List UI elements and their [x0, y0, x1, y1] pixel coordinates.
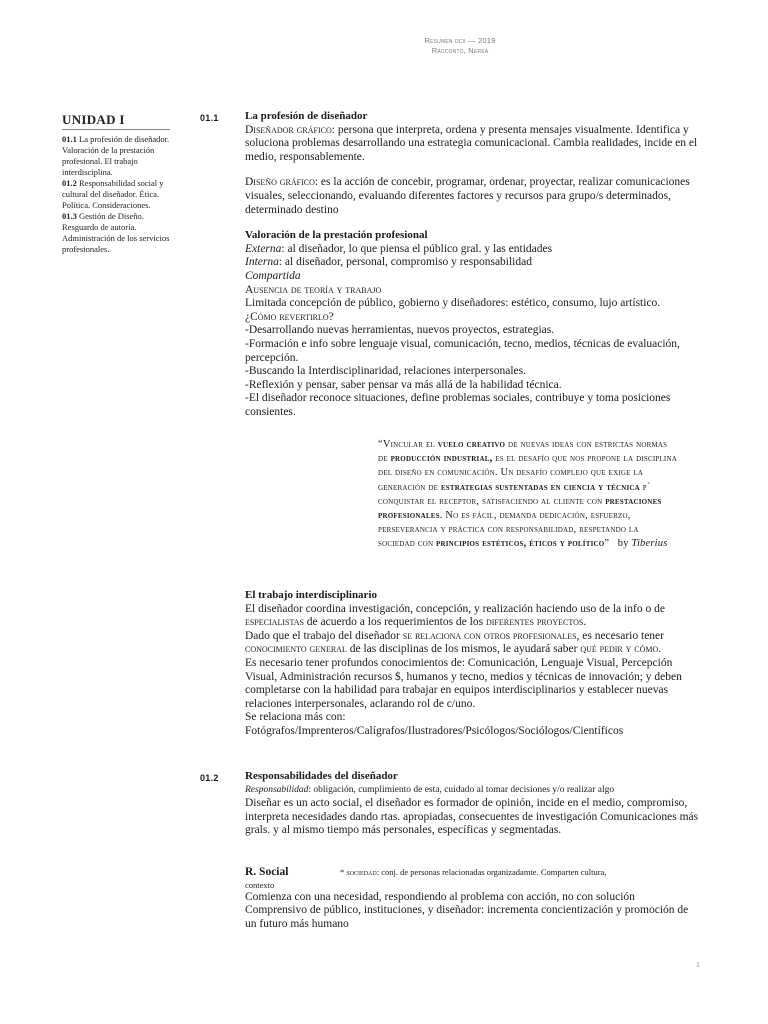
definition-design — [245, 176, 700, 217]
text-smallcaps: conocimiento general — [245, 643, 347, 656]
quote-emphasis: estrategias sustentadas en ciencia y técnica — [440, 481, 640, 493]
label: Externa — [245, 242, 282, 255]
r-social-heading — [245, 866, 700, 931]
quote-text: ” — [604, 538, 610, 550]
definition-designer — [245, 124, 700, 165]
paragraph — [245, 630, 700, 657]
section-number-01-2: 01.2 — [200, 773, 219, 783]
sidebar-item-number: 01.3 — [62, 211, 77, 221]
label: Compartida — [245, 269, 301, 282]
quote-emphasis: principios estéticos, éticos y político — [436, 538, 605, 550]
section-title: Responsabilidades del diseñador — [245, 770, 398, 782]
definition-text: es la acción de concebir, programar, ordenar, proyectar, realizar comunicaciones visuales, seleccionando, evaluando diferentes factores y recursos para grupo/s determinados, determinado destino — [245, 176, 690, 216]
interna-line — [245, 256, 700, 270]
paragraph — [245, 603, 700, 630]
bullet: -Buscando la Interdisciplinaridad, relaciones interpersonales. — [245, 365, 527, 378]
note-text: : conj. de personas relacionadas organizadamte. Comparten cultura, — [376, 867, 607, 877]
text: : al diseñador, lo que piensa el público gral. y las entidades — [281, 242, 553, 255]
text-smallcaps: diferentes proyectos. — [485, 616, 587, 629]
unit-sidebar — [62, 112, 174, 255]
text: , es necesario tener — [576, 629, 664, 642]
r-social-line — [245, 866, 700, 880]
text: Dado que el trabajo del diseñador — [245, 629, 403, 642]
bullet: -El diseñador reconoce situaciones, define problemas sociales, contribuye y toma posiciones consientes. — [245, 392, 671, 418]
quote-emphasis: vuelo creativo — [437, 439, 506, 450]
text: : al diseñador, personal, compromiso y responsabilidad — [278, 256, 532, 269]
ausencia-line: Ausencia de teoría y trabajo — [245, 283, 382, 296]
sidebar-item-01-1 — [62, 134, 174, 178]
definition-text: persona que interpreta, ordena y presenta mensajes visualmente. Identifica y soluciona problemas desarrollando una estrategia comunicacional. Cambia realidades, incide en el medio, responsablemente. — [245, 123, 698, 163]
header-author: Racconto, Nerea — [431, 46, 489, 55]
paragraph: Es necesario tener profundos conocimientos de: Comunicación, Lenguaje Visual, Percepción Visual, Administración recursos $, humanos y tecno, medios y técnicas de innovación; y deben completarse con la habilidad para trabajar en equipos interdisciplinarios y establecer nuevas relaciones interpersonales, aclarando rol de c/uno. — [245, 656, 682, 710]
compartida-line — [245, 270, 700, 284]
unit-divider — [62, 129, 170, 130]
quote-text: p´ conquistar el receptor, satisfaciendo al cliente con — [378, 481, 651, 507]
note-term: sociedad — [346, 867, 377, 877]
paragraph: Diseñar es un acto social, el diseñador es formador de opinión, incide en el medio, compromiso, interpreta necesidades dando rtas. apropiadas, consecuentes de investigación Comunicaciones más grals. y al mismo tiempo más personales, específicas y segmentadas. — [245, 797, 699, 837]
sociedad-note-continuation: contexto — [245, 879, 275, 890]
quote-text: de nuevas ideas con estrictas normas de — [378, 439, 668, 465]
text-smallcaps: se relaciona con otros profesionales — [402, 629, 577, 642]
header-course: Resumen dcii — 2019 — [424, 36, 496, 45]
quote-emphasis: prestaciones profesionales — [378, 495, 662, 522]
label: Interna — [245, 256, 279, 269]
quote-text: es el desafío que nos propone la disciplina del diseño en comunicación. Un desafío complejo que exige la generación de — [378, 453, 677, 493]
sidebar-item-text: Gestión de Diseño. Resguardo de autoría. Administración de los servicios profesionales. — [62, 211, 170, 254]
subsection-title: R. Social — [245, 866, 289, 878]
section-number-01-1: 01.1 — [200, 113, 219, 123]
page-number: 1 — [696, 962, 700, 969]
section-01-2-body — [245, 770, 700, 838]
sidebar-item-01-3 — [62, 211, 174, 255]
text: de acuerdo a los requerimientos de los — [303, 616, 486, 629]
sidebar-item-01-2 — [62, 178, 174, 211]
sidebar-item-text: Responsabilidad social y cultural del diseñador. Ética. Política. Consideraciones. — [62, 178, 164, 210]
text: de las disciplinas de los mismos, le ayudará saber — [346, 643, 581, 656]
paragraph: Fotógrafos/Imprenteros/Calígrafos/Ilustradores/Psicólogos/Sociólogos/Científicos — [245, 724, 624, 737]
spacer — [245, 217, 700, 229]
sidebar-item-number: 01.2 — [62, 178, 77, 188]
sidebar-item-text: La profesión de diseñador. Valoración de la prestación profesional. El trabajo interdisciplina. — [62, 134, 170, 177]
section-title: La profesión de diseñador — [245, 110, 368, 122]
externa-line — [245, 243, 700, 257]
unit-title: UNIDAD I — [62, 112, 125, 127]
quote-by: by — [617, 538, 632, 550]
quote-emphasis: producción industrial, — [390, 453, 493, 465]
bullet: -Desarrollando nuevas herramientas, nuevos proyectos, estrategias. — [245, 324, 555, 337]
text: El diseñador coordina investigación, concepción, y realización haciendo uso de la info o de — [245, 602, 665, 615]
text: : obligación, cumplimiento de esta, cuidado al tomar decisiones y/o realizar algo — [308, 784, 615, 795]
section-01-1-body — [245, 110, 700, 419]
paragraph: Comprensivo de público, instituciones, y diseñador: incrementa concientización y promoción de un futuro más humano — [245, 904, 689, 930]
paragraph: Se relaciona más con: — [245, 711, 346, 724]
como-line: ¿Cómo revertirlo? — [245, 310, 334, 323]
quote-text: . No es fácil, demanda dedicación, esfuerzo, perseverancia y práctica con responsabilidad, respetando la sociedad con — [378, 510, 639, 550]
responsabilidad-line — [245, 784, 700, 798]
paragraph: Comienza con una necesidad, respondiendo al problema con acción, no con solución — [245, 890, 635, 903]
limitada-line: Limitada concepción de público, gobierno y diseñadores: estético, consumo, lujo artístico. — [245, 297, 661, 310]
quote-author: Tiberius — [631, 538, 668, 550]
term: Diseño gráfico: — [245, 176, 319, 189]
subsection-title: El trabajo interdisciplinario — [245, 589, 377, 601]
bullet: -Reflexión y pensar, saber pensar va más allá de la habilidad técnica. — [245, 378, 562, 391]
interdisciplinary-body — [245, 589, 700, 739]
quote-block — [378, 438, 678, 552]
label: Responsabilidad — [245, 784, 309, 795]
page-header — [380, 36, 540, 56]
quote-text: “Vincular el — [378, 439, 438, 450]
sidebar-item-number: 01.1 — [62, 134, 77, 144]
sociedad-note — [340, 867, 606, 878]
note-marker: * — [340, 867, 347, 877]
subsection-title: Valoración de la prestación profesional — [245, 229, 428, 242]
text-smallcaps: especialistas — [245, 616, 304, 629]
spacer — [245, 164, 700, 176]
bullet: -Formación e info sobre lenguaje visual, comunicación, tecno, medios, técnicas de evaluación, percepción. — [245, 337, 680, 364]
term: Diseñador gráfico: — [245, 123, 335, 136]
text-smallcaps: qué pedir y cómo. — [580, 643, 662, 656]
